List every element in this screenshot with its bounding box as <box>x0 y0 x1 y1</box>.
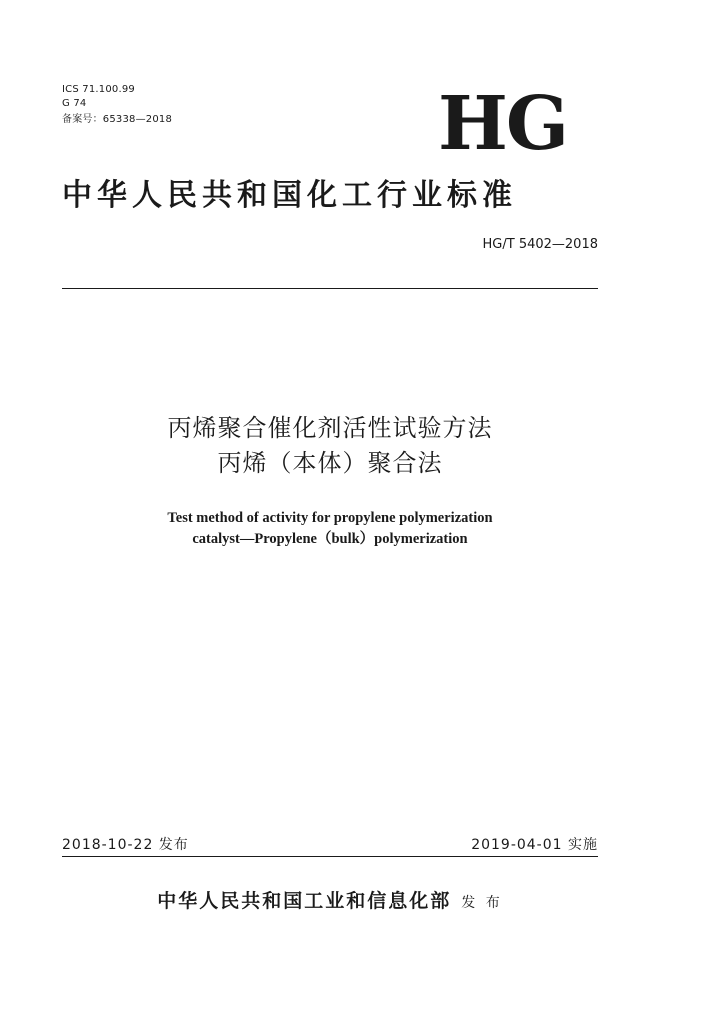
english-title-line-1: Test method of activity for propylene polymerization <box>167 510 493 526</box>
top-divider <box>62 288 598 289</box>
ccs-code: G 74 <box>62 98 87 109</box>
issue-date: 2018-10-22 发布 <box>62 837 189 853</box>
filing-number: 备案号：65338—2018 <box>62 114 173 125</box>
issuer-suffix: 发 布 <box>461 895 503 911</box>
issuing-authority: 中华人民共和国工业和信息化部 <box>157 890 452 912</box>
ics-code: ICS 71.100.99 <box>62 84 135 95</box>
english-title-line-2: catalyst—Propylene（bulk）polymerization <box>192 531 468 547</box>
issuer-row <box>62 888 598 916</box>
standard-number: HG/T 5402—2018 <box>482 237 598 252</box>
hg-logo: HG <box>438 81 568 167</box>
implementation-date: 2019-04-01 实施 <box>471 837 598 853</box>
standard-category-title: 中华人民共和国化工行业标准 <box>62 178 517 213</box>
bottom-divider <box>62 856 598 857</box>
chinese-title-line-1: 丙烯聚合催化剂活性试验方法 <box>167 414 493 442</box>
chinese-title-line-2: 丙烯（本体）聚合法 <box>217 449 443 477</box>
